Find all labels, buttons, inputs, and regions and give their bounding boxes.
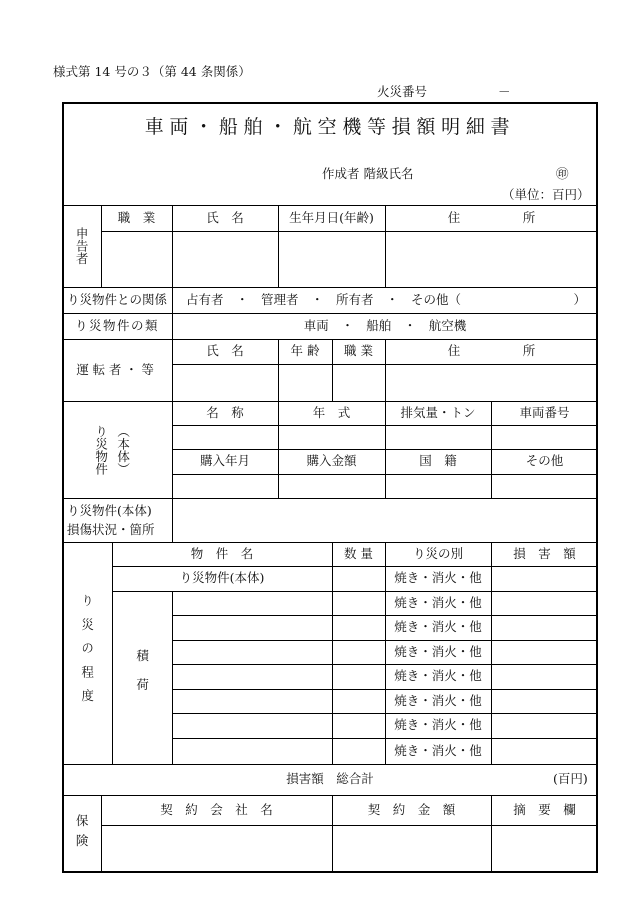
- relation-label: り災物件との関係: [66, 291, 167, 307]
- degree-header-item-name: 物 件 名: [190, 545, 254, 561]
- item-header-name: 名 称: [206, 404, 244, 420]
- degree-header-damage-amount: 損 害 額: [513, 545, 576, 561]
- fire-number-label: 火災番号: [377, 84, 428, 99]
- declarant-section-label: 申告者: [74, 227, 90, 265]
- degree-damage-type-option[interactable]: 焼き・消火・他: [394, 619, 482, 635]
- item-section-label: り災物件: [93, 424, 109, 475]
- item-purchase-date-input[interactable]: [173, 475, 277, 497]
- declarant-address-input[interactable]: [386, 232, 597, 286]
- insurance-amount-input[interactable]: [333, 826, 490, 871]
- item-nationality-input[interactable]: [386, 475, 490, 497]
- degree-damage-type-option[interactable]: 焼き・消火・他: [394, 594, 482, 610]
- declarant-occupation-input[interactable]: [102, 232, 171, 286]
- declarant-name-input[interactable]: [173, 232, 277, 286]
- total-label: 損害額 総合計: [286, 771, 374, 787]
- form-title: 車両・船舶・航空機等損額明細書: [144, 115, 516, 138]
- damage-status-label-line1: り災物件(本体): [67, 503, 152, 518]
- item-other-input[interactable]: [492, 475, 597, 497]
- insurance-header-company: 契 約 会 社 名: [160, 801, 273, 817]
- relation-options[interactable]: 占有者 ・ 管理者 ・ 所有者 ・ その他（ ）: [186, 291, 587, 307]
- declarant-header-address: 住 所: [447, 209, 536, 225]
- item-name-input[interactable]: [173, 426, 277, 448]
- driver-age-input[interactable]: [279, 365, 331, 400]
- degree-section-label: り災の程度: [79, 593, 95, 713]
- insurance-header-remarks: 摘 要 欄: [513, 801, 576, 817]
- declarant-header-name: 氏 名: [206, 209, 244, 225]
- seal-mark: ㊞: [556, 166, 569, 181]
- insurance-header-amount: 契 約 金 額: [367, 801, 456, 817]
- driver-occupation-input[interactable]: [333, 365, 384, 400]
- driver-name-input[interactable]: [173, 365, 277, 400]
- category-label: り災物件の類: [74, 317, 159, 333]
- driver-header-age: 年 齢: [290, 343, 320, 359]
- item-header-displacement: 排気量・トン: [400, 404, 476, 420]
- degree-damage-type-option[interactable]: 焼き・消火・他: [394, 643, 482, 659]
- item-header-purchase-amount: 購入金額: [306, 453, 357, 469]
- item-purchase-amount-input[interactable]: [279, 475, 384, 497]
- degree-header-quantity: 数 量: [344, 545, 373, 561]
- item-section-paren: （本体）: [115, 424, 131, 475]
- degree-damage-type-option[interactable]: 焼き・消火・他: [394, 692, 482, 708]
- item-displacement-input[interactable]: [386, 426, 490, 448]
- driver-header-name: 氏 名: [206, 343, 244, 359]
- degree-cargo-label: 積荷: [134, 648, 150, 707]
- declarant-header-occupation: 職 業: [117, 209, 156, 225]
- item-header-model-year: 年 式: [312, 404, 351, 420]
- degree-damage-type-option[interactable]: 焼き・消火・他: [394, 742, 482, 758]
- unit-label: （単位：百円）: [502, 187, 590, 202]
- driver-header-address: 住 所: [447, 343, 536, 359]
- degree-header-damage-type: り災の別: [412, 545, 463, 561]
- damage-status-label-line2: 損傷状況・箇所: [67, 522, 155, 537]
- insurance-company-input[interactable]: [102, 826, 331, 871]
- item-header-purchase-date: 購入年月: [199, 453, 250, 469]
- insurance-remarks-input[interactable]: [492, 826, 597, 871]
- item-header-other: その他: [525, 453, 564, 469]
- degree-damage-type-option[interactable]: 焼き・消火・他: [394, 717, 482, 733]
- item-model-year-input[interactable]: [279, 426, 384, 448]
- total-unit: (百円): [553, 771, 588, 786]
- damage-status-input[interactable]: [173, 499, 597, 541]
- form-number: 様式第 14 号の３（第 44 条関係）: [53, 64, 251, 79]
- driver-address-input[interactable]: [386, 365, 597, 400]
- item-vehicle-number-input[interactable]: [492, 426, 597, 448]
- driver-header-occupation: 職 業: [344, 343, 373, 359]
- driver-label: 運転者・等: [76, 361, 158, 377]
- degree-body-row-label: り災物件(本体): [179, 570, 265, 586]
- preparer-label: 作成者 階級氏名: [322, 166, 414, 181]
- insurance-section-label: 保険: [74, 814, 90, 854]
- degree-damage-type-option[interactable]: 焼き・消火・他: [394, 668, 482, 684]
- item-header-nationality: 国 籍: [419, 453, 457, 469]
- fire-number-dash: －: [498, 84, 511, 99]
- declarant-header-birthdate: 生年月日(年齢): [289, 209, 374, 225]
- item-header-vehicle-number: 車両番号: [519, 404, 570, 420]
- declarant-birthdate-input[interactable]: [279, 232, 384, 286]
- category-options[interactable]: 車両 ・ 船舶 ・ 航空機: [303, 317, 467, 333]
- degree-damage-type-option[interactable]: 焼き・消火・他: [394, 570, 482, 586]
